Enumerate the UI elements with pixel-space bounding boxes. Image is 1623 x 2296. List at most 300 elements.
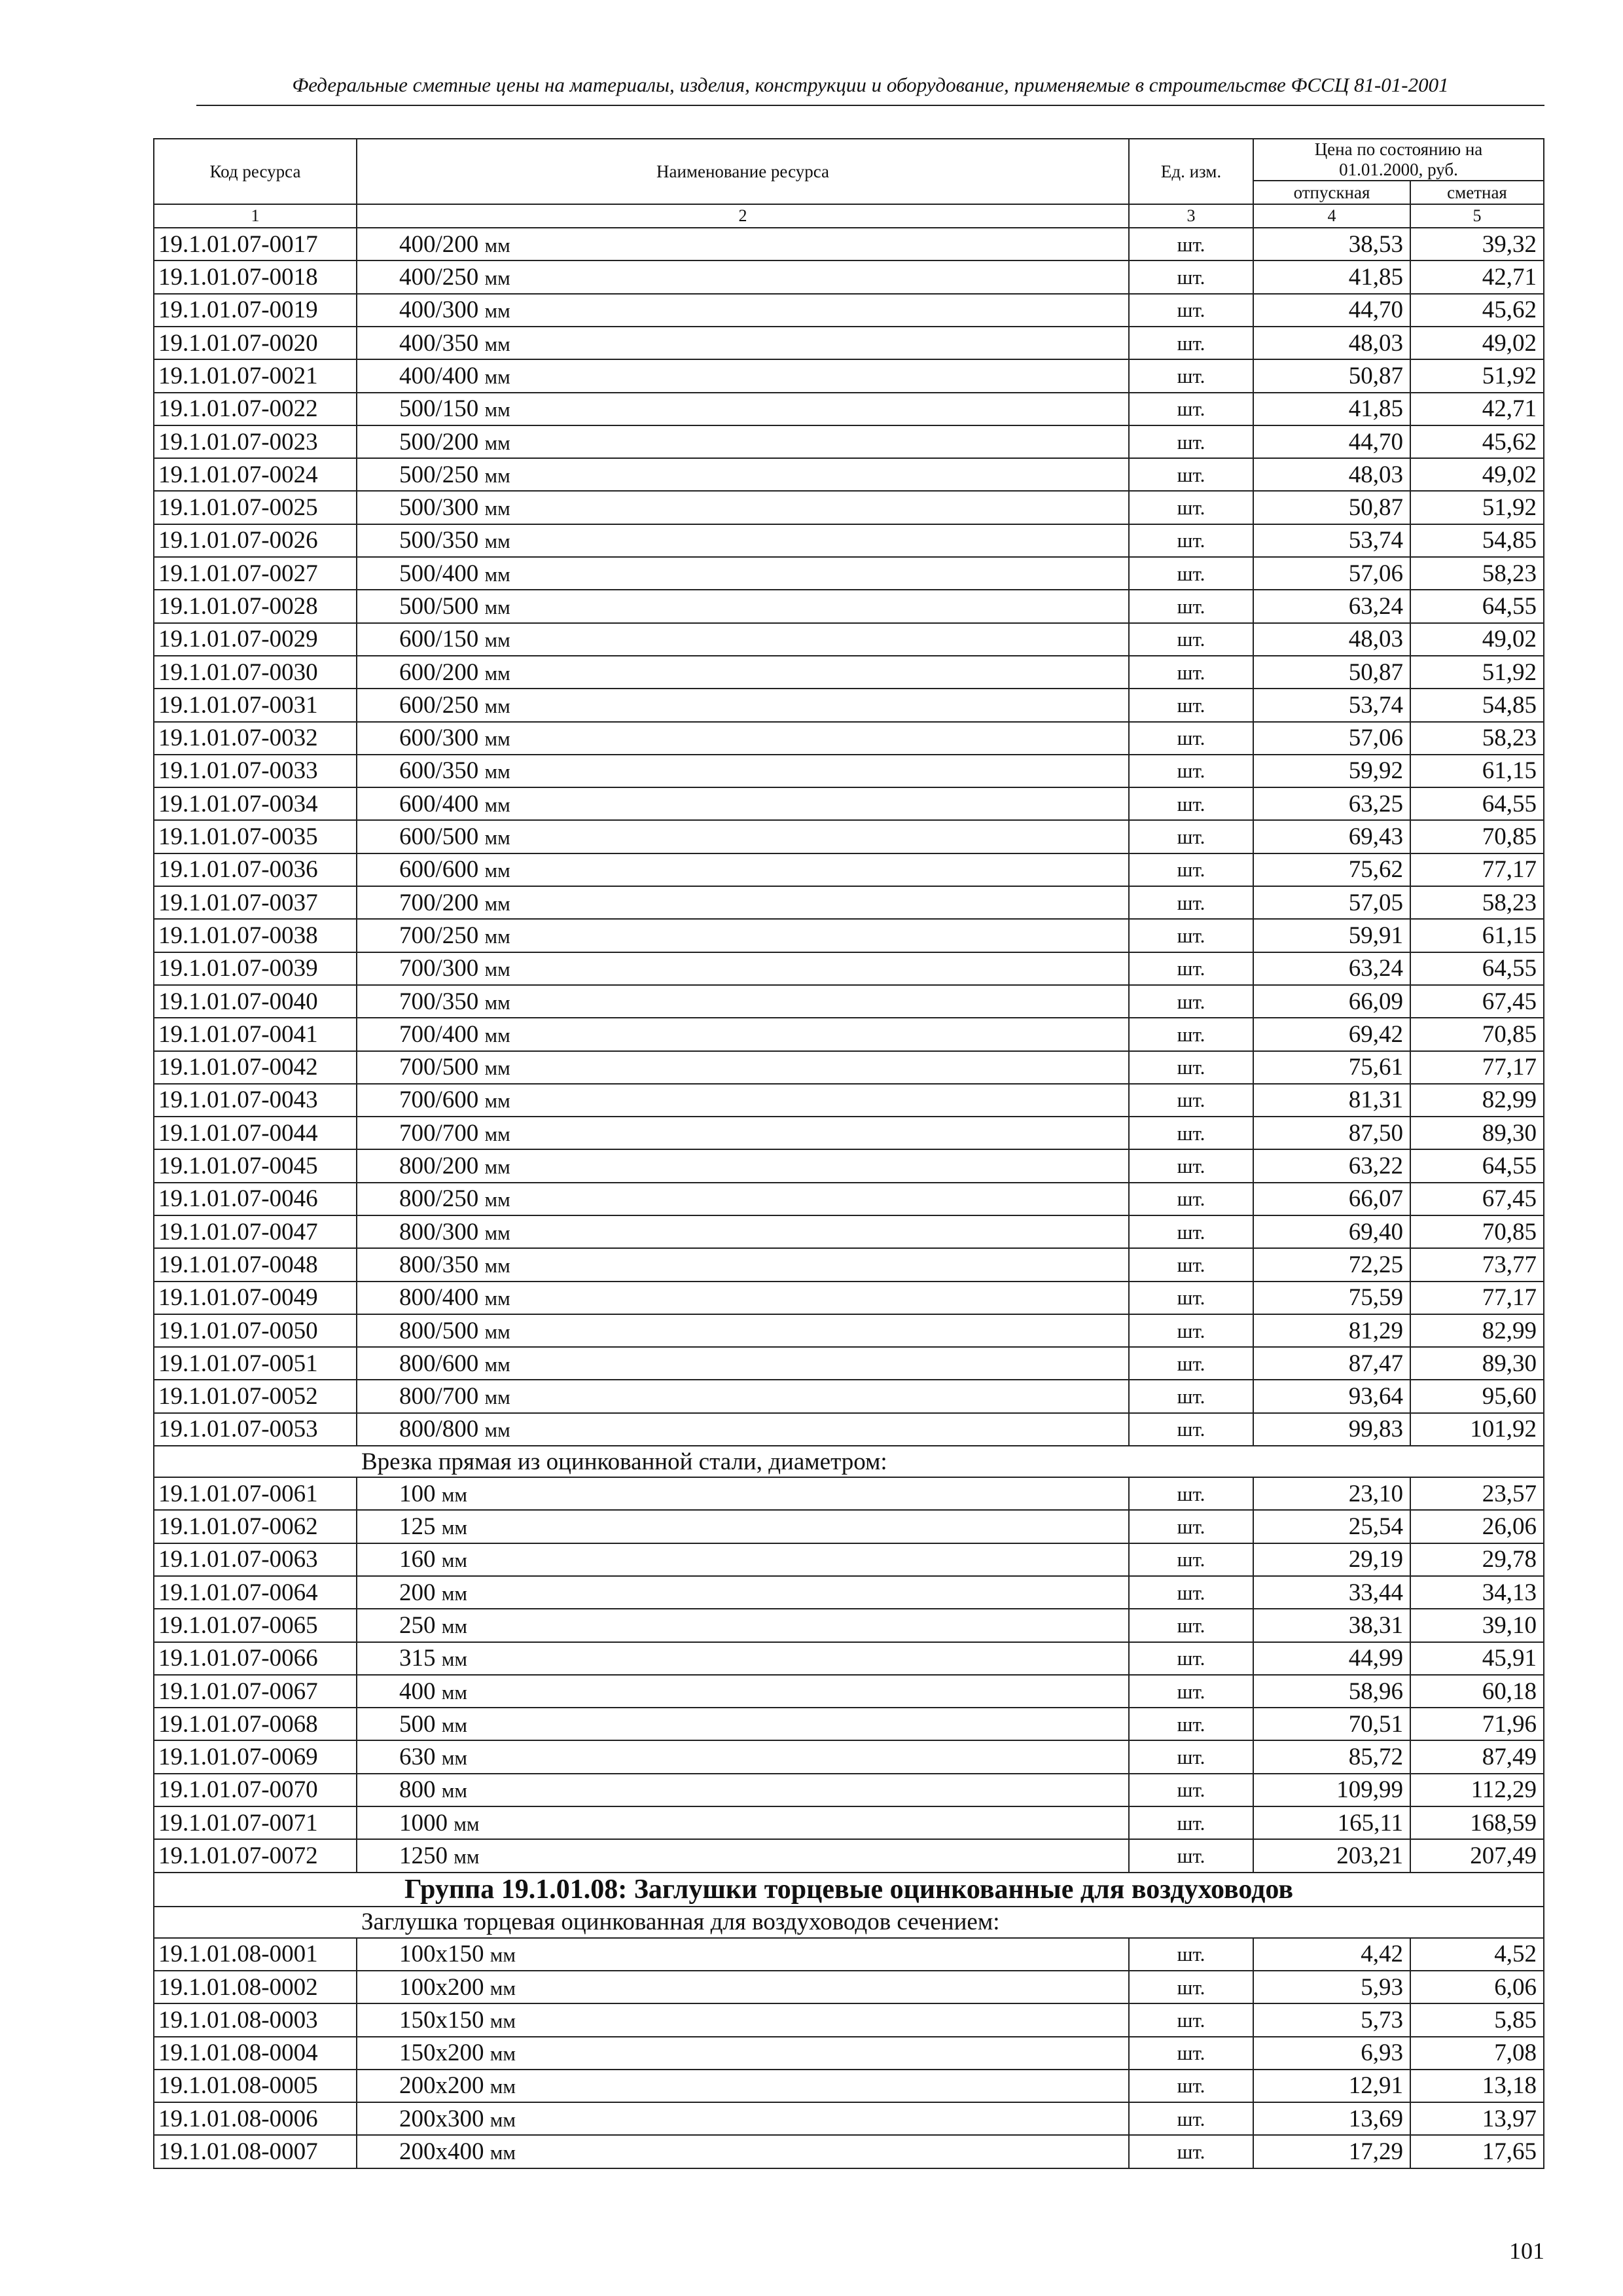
estimate-price: 87,49	[1410, 1740, 1544, 1773]
table-row	[154, 2037, 1544, 2070]
resource-size: 600/200	[399, 658, 479, 686]
resource-size-unit: мм	[484, 365, 510, 388]
release-price: 33,44	[1253, 1576, 1410, 1609]
resource-name	[357, 294, 1129, 327]
release-price: 50,87	[1253, 656, 1410, 689]
resource-size: 400	[399, 1677, 436, 1705]
resource-name	[357, 590, 1129, 622]
resource-size-unit: мм	[484, 1056, 510, 1080]
resource-size: 700/600	[399, 1086, 479, 1114]
table-row	[154, 755, 1544, 787]
resource-size: 600/400	[399, 790, 479, 817]
unit-of-measure: шт.	[1129, 1149, 1253, 1182]
release-price: 13,69	[1253, 2102, 1410, 2135]
resource-size-unit: мм	[484, 859, 510, 882]
estimate-price: 89,30	[1410, 1347, 1544, 1380]
release-price: 17,29	[1253, 2135, 1410, 2168]
resource-code: 19.1.01.07-0048	[154, 1248, 357, 1281]
release-price: 63,24	[1253, 952, 1410, 985]
resource-code: 19.1.01.08-0005	[154, 2070, 357, 2102]
release-price: 50,87	[1253, 359, 1410, 392]
release-price: 203,21	[1253, 1839, 1410, 1872]
release-price: 57,06	[1253, 557, 1410, 590]
resource-code: 19.1.01.07-0063	[154, 1543, 357, 1576]
resource-size: 800/400	[399, 1284, 479, 1312]
release-price: 66,09	[1253, 985, 1410, 1018]
release-price: 75,59	[1253, 1282, 1410, 1314]
resource-size-unit: мм	[441, 1779, 467, 1803]
subheading-row	[154, 1907, 1544, 1938]
estimate-price: 13,18	[1410, 2070, 1544, 2102]
resource-code: 19.1.01.07-0061	[154, 1477, 357, 1510]
resource-size: 800/800	[399, 1416, 479, 1443]
unit-of-measure: шт.	[1129, 689, 1253, 721]
unit-of-measure: шт.	[1129, 1018, 1253, 1050]
resource-size-unit: мм	[484, 1122, 510, 1145]
table-row	[154, 294, 1544, 327]
resource-size: 200х300	[399, 2105, 484, 2132]
unit-of-measure: шт.	[1129, 2070, 1253, 2102]
unit-of-measure: шт.	[1129, 1609, 1253, 1641]
unit-of-measure: шт.	[1129, 1413, 1253, 1446]
group-heading-text: Группа 19.1.01.08: Заглушки торцевые оцинкованные для воздуховодов	[154, 1873, 1544, 1907]
resource-size-unit: мм	[490, 2141, 516, 2164]
resource-code: 19.1.01.07-0044	[154, 1117, 357, 1149]
resource-name	[357, 491, 1129, 524]
estimate-price: 168,59	[1410, 1806, 1544, 1839]
unit-of-measure: шт.	[1129, 524, 1253, 557]
release-price: 93,64	[1253, 1380, 1410, 1412]
resource-name	[357, 1576, 1129, 1609]
resource-name	[357, 656, 1129, 689]
table-row	[154, 853, 1544, 886]
resource-code: 19.1.01.07-0038	[154, 919, 357, 952]
resource-size: 400/400	[399, 362, 479, 389]
estimate-price: 26,06	[1410, 1510, 1544, 1543]
resource-size-unit: мм	[484, 628, 510, 652]
resource-code: 19.1.01.07-0030	[154, 656, 357, 689]
release-price: 44,70	[1253, 294, 1410, 327]
unit-of-measure: шт.	[1129, 886, 1253, 919]
resource-code: 19.1.01.07-0069	[154, 1740, 357, 1773]
resource-size-unit: мм	[484, 1418, 510, 1442]
unit-of-measure: шт.	[1129, 393, 1253, 425]
resource-size: 700/200	[399, 889, 479, 916]
resource-size-unit: мм	[490, 2108, 516, 2131]
header-rule	[196, 105, 1544, 106]
resource-size: 200	[399, 1579, 436, 1606]
unit-of-measure: шт.	[1129, 1576, 1253, 1609]
release-price: 69,40	[1253, 1215, 1410, 1248]
table-row	[154, 491, 1544, 524]
resource-code: 19.1.01.07-0065	[154, 1609, 357, 1641]
price-table	[153, 138, 1544, 2169]
estimate-price: 77,17	[1410, 853, 1544, 886]
group-heading-row	[154, 1873, 1544, 1907]
resource-size-unit: мм	[484, 1253, 510, 1277]
resource-size: 200х200	[399, 2072, 484, 2100]
resource-size: 200х400	[399, 2138, 484, 2166]
resource-name	[357, 1018, 1129, 1050]
resource-code: 19.1.01.07-0068	[154, 1708, 357, 1740]
release-price: 41,85	[1253, 260, 1410, 293]
estimate-price: 64,55	[1410, 787, 1544, 820]
unit-of-measure: шт.	[1129, 722, 1253, 755]
estimate-price: 49,02	[1410, 327, 1544, 359]
resource-size-unit: мм	[490, 2009, 516, 2032]
resource-name	[357, 1642, 1129, 1675]
estimate-price: 73,77	[1410, 1248, 1544, 1281]
release-price: 53,74	[1253, 689, 1410, 721]
unit-of-measure: шт.	[1129, 1380, 1253, 1412]
resource-size: 800/500	[399, 1317, 479, 1344]
estimate-price: 64,55	[1410, 1149, 1544, 1182]
resource-name	[357, 2135, 1129, 2168]
release-price: 72,25	[1253, 1248, 1410, 1281]
unit-of-measure: шт.	[1129, 623, 1253, 656]
subheading-text: Врезка прямая из оцинкованной стали, диаметром:	[154, 1446, 1544, 1477]
resource-size: 800/600	[399, 1350, 479, 1377]
resource-name	[357, 985, 1129, 1018]
resource-size-unit: мм	[484, 1352, 510, 1376]
resource-size: 800/350	[399, 1251, 479, 1278]
resource-code: 19.1.01.07-0026	[154, 524, 357, 557]
resource-size-unit: мм	[484, 463, 510, 487]
table-row	[154, 359, 1544, 392]
resource-code: 19.1.01.07-0042	[154, 1051, 357, 1084]
col-number-4: 4	[1253, 204, 1410, 228]
resource-size-unit: мм	[490, 1976, 516, 2000]
estimate-price: 6,06	[1410, 1971, 1544, 2003]
table-row	[154, 590, 1544, 622]
table-row	[154, 228, 1544, 260]
table-row	[154, 2070, 1544, 2102]
resource-size: 400/200	[399, 230, 479, 258]
table-row	[154, 787, 1544, 820]
resource-code: 19.1.01.07-0050	[154, 1314, 357, 1347]
resource-code: 19.1.01.07-0043	[154, 1084, 357, 1117]
resource-size: 500/350	[399, 527, 479, 554]
resource-code: 19.1.01.07-0020	[154, 327, 357, 359]
resource-size: 400/350	[399, 329, 479, 357]
resource-size: 315	[399, 1645, 436, 1672]
estimate-price: 77,17	[1410, 1051, 1544, 1084]
resource-name	[357, 1183, 1129, 1215]
unit-of-measure: шт.	[1129, 1774, 1253, 1806]
resource-code: 19.1.01.07-0071	[154, 1806, 357, 1839]
resource-code: 19.1.01.07-0062	[154, 1510, 357, 1543]
header-code: Код ресурса	[154, 139, 357, 204]
header-price	[1253, 139, 1544, 181]
unit-of-measure: шт.	[1129, 425, 1253, 458]
estimate-price: 61,15	[1410, 919, 1544, 952]
release-price: 63,24	[1253, 590, 1410, 622]
header-name: Наименование ресурса	[357, 139, 1129, 204]
release-price: 109,99	[1253, 1774, 1410, 1806]
estimate-price: 67,45	[1410, 1183, 1544, 1215]
unit-of-measure: шт.	[1129, 557, 1253, 590]
table-row	[154, 952, 1544, 985]
table-row	[154, 919, 1544, 952]
resource-name	[357, 1413, 1129, 1446]
release-price: 75,61	[1253, 1051, 1410, 1084]
estimate-price: 45,91	[1410, 1642, 1544, 1675]
header-unit: Ед. изм.	[1129, 139, 1253, 204]
resource-size: 500/200	[399, 428, 479, 456]
release-price: 99,83	[1253, 1413, 1410, 1446]
estimate-price: 45,62	[1410, 425, 1544, 458]
resource-name	[357, 260, 1129, 293]
resource-name	[357, 1708, 1129, 1740]
release-price: 70,51	[1253, 1708, 1410, 1740]
resource-size-unit: мм	[484, 497, 510, 520]
table-row	[154, 1576, 1544, 1609]
resource-code: 19.1.01.07-0053	[154, 1413, 357, 1446]
resource-code: 19.1.01.07-0025	[154, 491, 357, 524]
resource-name	[357, 2037, 1129, 2070]
release-price: 44,99	[1253, 1642, 1410, 1675]
table-row	[154, 1510, 1544, 1543]
resource-name	[357, 458, 1129, 491]
resource-size-unit: мм	[441, 1581, 467, 1605]
col-number-3: 3	[1129, 204, 1253, 228]
unit-of-measure: шт.	[1129, 1740, 1253, 1773]
release-price: 12,91	[1253, 2070, 1410, 2102]
unit-of-measure: шт.	[1129, 985, 1253, 1018]
resource-name	[357, 787, 1129, 820]
unit-of-measure: шт.	[1129, 2135, 1253, 2168]
estimate-price: 7,08	[1410, 2037, 1544, 2070]
resource-name	[357, 1117, 1129, 1149]
resource-code: 19.1.01.08-0002	[154, 1971, 357, 2003]
release-price: 23,10	[1253, 1477, 1410, 1510]
release-price: 66,07	[1253, 1183, 1410, 1215]
release-price: 165,11	[1253, 1806, 1410, 1839]
unit-of-measure: шт.	[1129, 853, 1253, 886]
estimate-price: 58,23	[1410, 886, 1544, 919]
resource-code: 19.1.01.07-0045	[154, 1149, 357, 1182]
estimate-price: 45,62	[1410, 294, 1544, 327]
resource-size-unit: мм	[441, 1680, 467, 1704]
header-estimate: сметная	[1410, 181, 1544, 204]
unit-of-measure: шт.	[1129, 1084, 1253, 1117]
resource-code: 19.1.01.07-0064	[154, 1576, 357, 1609]
resource-size: 150х200	[399, 2039, 484, 2067]
resource-size-unit: мм	[484, 826, 510, 850]
resource-code: 19.1.01.08-0007	[154, 2135, 357, 2168]
resource-code: 19.1.01.07-0047	[154, 1215, 357, 1248]
table-body	[154, 228, 1544, 2168]
resource-name	[357, 1543, 1129, 1576]
table-row	[154, 260, 1544, 293]
resource-size: 700/250	[399, 922, 479, 949]
unit-of-measure: шт.	[1129, 1839, 1253, 1872]
resource-name	[357, 1051, 1129, 1084]
resource-size-unit: мм	[484, 1089, 510, 1113]
resource-size: 700/300	[399, 955, 479, 982]
resource-code: 19.1.01.07-0031	[154, 689, 357, 721]
resource-size: 500/250	[399, 461, 479, 488]
table-row	[154, 327, 1544, 359]
resource-size-unit: мм	[490, 1943, 516, 1967]
release-price: 75,62	[1253, 853, 1410, 886]
unit-of-measure: шт.	[1129, 2102, 1253, 2135]
table-row	[154, 820, 1544, 853]
estimate-price: 13,97	[1410, 2102, 1544, 2135]
estimate-price: 95,60	[1410, 1380, 1544, 1412]
resource-size: 600/600	[399, 856, 479, 884]
table-row	[154, 1215, 1544, 1248]
estimate-price: 82,99	[1410, 1314, 1544, 1347]
release-price: 5,73	[1253, 2003, 1410, 2036]
header-release: отпускная	[1253, 181, 1410, 204]
resource-size: 500/150	[399, 395, 479, 423]
release-price: 63,22	[1253, 1149, 1410, 1182]
table-row	[154, 722, 1544, 755]
unit-of-measure: шт.	[1129, 787, 1253, 820]
resource-name	[357, 425, 1129, 458]
resource-size-unit: мм	[484, 760, 510, 783]
resource-code: 19.1.01.07-0040	[154, 985, 357, 1018]
table-row	[154, 425, 1544, 458]
unit-of-measure: шт.	[1129, 1248, 1253, 1281]
release-price: 85,72	[1253, 1740, 1410, 1773]
resource-size-unit: мм	[484, 1319, 510, 1343]
estimate-price: 54,85	[1410, 689, 1544, 721]
resource-size: 800/250	[399, 1185, 479, 1213]
resource-name	[357, 1774, 1129, 1806]
table-row	[154, 689, 1544, 721]
resource-size: 700/700	[399, 1119, 479, 1147]
table-row	[154, 985, 1544, 1018]
col-number-5: 5	[1410, 204, 1544, 228]
estimate-price: 101,92	[1410, 1413, 1544, 1446]
resource-name	[357, 755, 1129, 787]
table-row	[154, 886, 1544, 919]
estimate-price: 54,85	[1410, 524, 1544, 557]
estimate-price: 39,10	[1410, 1609, 1544, 1641]
table-row	[154, 1675, 1544, 1708]
unit-of-measure: шт.	[1129, 260, 1253, 293]
table-row	[154, 1117, 1544, 1149]
table-row	[154, 393, 1544, 425]
unit-of-measure: шт.	[1129, 294, 1253, 327]
resource-name	[357, 1938, 1129, 1971]
unit-of-measure: шт.	[1129, 1708, 1253, 1740]
estimate-price: 89,30	[1410, 1117, 1544, 1149]
estimate-price: 77,17	[1410, 1282, 1544, 1314]
resource-code: 19.1.01.07-0032	[154, 722, 357, 755]
resource-size: 125	[399, 1513, 436, 1541]
resource-code: 19.1.01.08-0003	[154, 2003, 357, 2036]
estimate-price: 34,13	[1410, 1576, 1544, 1609]
table-row	[154, 623, 1544, 656]
resource-code: 19.1.01.07-0023	[154, 425, 357, 458]
resource-name	[357, 1347, 1129, 1380]
unit-of-measure: шт.	[1129, 1675, 1253, 1708]
resource-name	[357, 1839, 1129, 1872]
table-row	[154, 1314, 1544, 1347]
resource-size-unit: мм	[484, 299, 510, 323]
estimate-price: 4,52	[1410, 1938, 1544, 1971]
unit-of-measure: шт.	[1129, 1117, 1253, 1149]
estimate-price: 70,85	[1410, 1215, 1544, 1248]
table-row	[154, 1543, 1544, 1576]
release-price: 50,87	[1253, 491, 1410, 524]
resource-code: 19.1.01.07-0072	[154, 1839, 357, 1872]
release-price: 57,05	[1253, 886, 1410, 919]
unit-of-measure: шт.	[1129, 2003, 1253, 2036]
resource-size-unit: мм	[441, 1746, 467, 1770]
resource-name	[357, 689, 1129, 721]
resource-size: 100х200	[399, 1973, 484, 2001]
estimate-price: 17,65	[1410, 2135, 1544, 2168]
resource-size: 500/400	[399, 560, 479, 587]
estimate-price: 49,02	[1410, 458, 1544, 491]
resource-size-unit: мм	[484, 727, 510, 751]
resource-size-unit: мм	[484, 990, 510, 1014]
table-row	[154, 1380, 1544, 1412]
running-header: Федеральные сметные цены на материалы, изделия, конструкции и оборудование, применяемые в строительстве ФССЦ 81-01-2001	[292, 73, 1449, 96]
resource-size-unit: мм	[441, 1647, 467, 1671]
resource-code: 19.1.01.07-0034	[154, 787, 357, 820]
resource-size: 600/250	[399, 691, 479, 719]
table-row	[154, 524, 1544, 557]
estimate-price: 23,57	[1410, 1477, 1544, 1510]
resource-size-unit: мм	[490, 2042, 516, 2066]
release-price: 44,70	[1253, 425, 1410, 458]
subheading-text: Заглушка торцевая оцинкованная для воздуховодов сечением:	[154, 1907, 1544, 1938]
resource-size: 600/300	[399, 725, 479, 752]
resource-code: 19.1.01.07-0033	[154, 755, 357, 787]
estimate-price: 64,55	[1410, 590, 1544, 622]
estimate-price: 51,92	[1410, 491, 1544, 524]
estimate-price: 70,85	[1410, 820, 1544, 853]
release-price: 41,85	[1253, 393, 1410, 425]
estimate-price: 58,23	[1410, 557, 1544, 590]
resource-code: 19.1.01.07-0024	[154, 458, 357, 491]
resource-size-unit: мм	[484, 1287, 510, 1310]
release-price: 6,93	[1253, 2037, 1410, 2070]
unit-of-measure: шт.	[1129, 755, 1253, 787]
resource-code: 19.1.01.07-0036	[154, 853, 357, 886]
resource-code: 19.1.01.07-0070	[154, 1774, 357, 1806]
estimate-price: 29,78	[1410, 1543, 1544, 1576]
resource-code: 19.1.01.08-0001	[154, 1938, 357, 1971]
resource-size: 600/150	[399, 626, 479, 653]
resource-size-unit: мм	[484, 1155, 510, 1179]
table-row	[154, 1413, 1544, 1446]
resource-size-unit: мм	[441, 1713, 467, 1736]
resource-size-unit: мм	[484, 1386, 510, 1409]
resource-code: 19.1.01.07-0018	[154, 260, 357, 293]
resource-name	[357, 1215, 1129, 1248]
page-number: 101	[1509, 2238, 1544, 2264]
unit-of-measure: шт.	[1129, 590, 1253, 622]
unit-of-measure: шт.	[1129, 1806, 1253, 1839]
resource-name	[357, 1282, 1129, 1314]
unit-of-measure: шт.	[1129, 359, 1253, 392]
estimate-price: 71,96	[1410, 1708, 1544, 1740]
resource-size-unit: мм	[484, 431, 510, 454]
resource-name	[357, 393, 1129, 425]
table-row	[154, 458, 1544, 491]
release-price: 25,54	[1253, 1510, 1410, 1543]
estimate-price: 112,29	[1410, 1774, 1544, 1806]
resource-code: 19.1.01.07-0046	[154, 1183, 357, 1215]
resource-size: 250	[399, 1611, 436, 1639]
unit-of-measure: шт.	[1129, 1282, 1253, 1314]
